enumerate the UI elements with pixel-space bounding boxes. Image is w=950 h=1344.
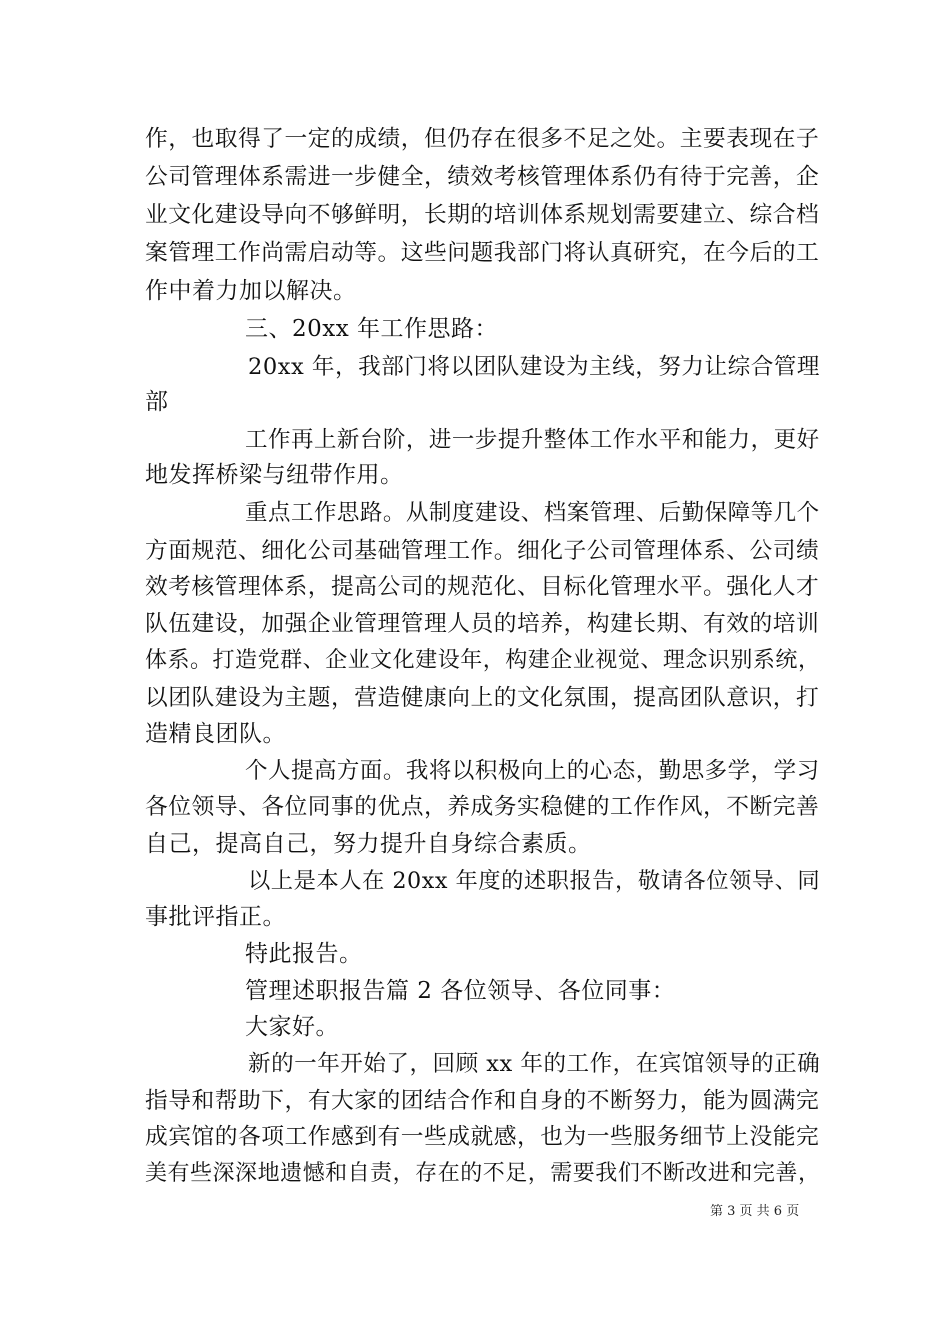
body-line-27: 指导和帮助下，有大家的团结合作和自身的不断努力，能为圆满完 — [145, 1088, 820, 1114]
body-line-14: 队伍建设，加强企业管理管理人员的培养，构建长期、有效的培训 — [145, 611, 820, 637]
body-line-11: 重点工作思路。从制度建设、档案管理、后勤保障等几个 — [245, 500, 820, 526]
body-line-18: 个人提高方面。我将以积极向上的心态，勤思多学，学习 — [245, 758, 820, 784]
body-line-9: 工作再上新台阶，进一步提升整体工作水平和能力，更好 — [245, 427, 820, 453]
body-line-4: 案管理工作尚需启动等。这些问题我部门将认真研究，在今后的工 — [145, 240, 820, 266]
body-line-5: 作中着力加以解决。 — [145, 278, 357, 304]
body-line-16: 以团队建设为主题，营造健康向上的文化氛围，提高团队意识，打 — [145, 685, 820, 711]
body-line-26: 新的一年开始了，回顾 xx 年的工作，在宾馆领导的正确 — [248, 1051, 821, 1077]
body-line-7: 20xx 年，我部门将以团队建设为主线，努力让综合管理 — [248, 354, 820, 380]
body-line-22: 事批评指正。 — [145, 904, 286, 930]
body-line-23: 特此报告。 — [245, 941, 363, 967]
body-line-8: 部 — [145, 389, 169, 415]
greeting: 大家好。 — [245, 1014, 339, 1040]
body-line-15: 体系。打造党群、企业文化建设年，构建企业视觉、理念识别系统， — [145, 648, 821, 673]
section-heading: 三、20xx 年工作思路： — [245, 316, 499, 342]
body-line-19: 各位领导、各位同事的优点，养成务实稳健的工作作风，不断完善 — [145, 794, 820, 820]
body-line-1: 作，也取得了一定的成绩，但仍存在很多不足之处。主要表现在子 — [145, 126, 820, 152]
body-line-3: 业文化建设导向不够鲜明，长期的培训体系规划需要建立、综合档 — [145, 202, 820, 228]
report-2-heading: 管理述职报告篇 2 各位领导、各位同事： — [245, 978, 676, 1004]
body-line-17: 造精良团队。 — [145, 721, 286, 747]
body-line-13: 效考核管理体系，提高公司的规范化、目标化管理水平。强化人才 — [145, 574, 820, 600]
body-line-20: 自己，提高自己，努力提升自身综合素质。 — [145, 831, 592, 857]
page-number-footer: 第 3 页 共 6 页 — [710, 1204, 800, 1219]
body-line-28: 成宾馆的各项工作感到有一些成就感，也为一些服务细节上没能完 — [145, 1124, 820, 1150]
body-line-10: 地发挥桥梁与纽带作用。 — [145, 462, 404, 488]
body-line-21: 以上是本人在 20xx 年度的述职报告，敬请各位领导、同 — [248, 868, 821, 894]
body-line-12: 方面规范、细化公司基础管理工作。细化子公司管理体系、公司绩 — [145, 538, 820, 564]
body-line-2: 公司管理体系需进一步健全，绩效考核管理体系仍有待于完善，企 — [145, 164, 820, 190]
body-line-29: 美有些深深地遗憾和自责，存在的不足，需要我们不断改进和完善， — [145, 1161, 821, 1186]
